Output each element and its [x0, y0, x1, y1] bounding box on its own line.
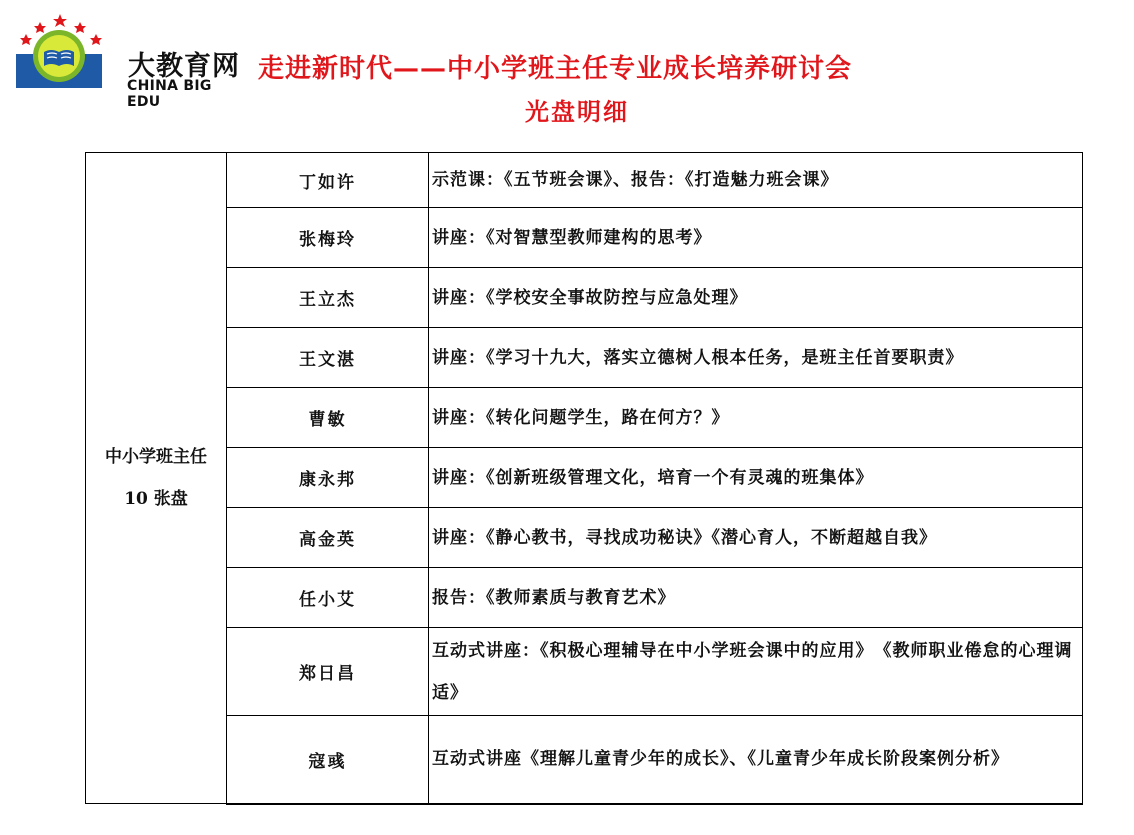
session-content: 示范课：《五节班会课》、报告：《打造魅力班会课》 [429, 153, 1083, 208]
table-row [86, 153, 1083, 208]
speaker-name: 高金英 [227, 508, 429, 568]
logo [14, 10, 246, 110]
table-row [86, 448, 1083, 508]
speaker-name: 曹敏 [227, 388, 429, 448]
table-row [86, 628, 1083, 716]
speaker-name: 王文湛 [227, 328, 429, 388]
table-row [86, 508, 1083, 568]
session-content: 互动式讲座《理解儿童青少年的成长》、《儿童青少年成长阶段案例分析》 [429, 716, 1083, 804]
session-content: 报告：《教师素质与教育艺术》 [429, 568, 1083, 628]
session-content: 讲座：《对智慧型教师建构的思考》 [429, 208, 1083, 268]
table-row [86, 328, 1083, 388]
table-row [86, 208, 1083, 268]
session-content: 讲座：《学习十九大，落实立德树人根本任务，是班主任首要职责》 [429, 328, 1083, 388]
table-row [86, 268, 1083, 328]
speaker-name: 康永邦 [227, 448, 429, 508]
category-cell [86, 153, 227, 804]
session-content: 讲座：《静心教书，寻找成功秘诀》《潜心育人，不断超越自我》 [429, 508, 1083, 568]
logo-name-en: CHINA BIG EDU [127, 78, 212, 110]
logo-name-cn: 大教育网 [128, 51, 240, 82]
page-title: 走进新时代——中小学班主任专业成长培养研讨会 [258, 54, 853, 84]
speaker-name: 任小艾 [227, 568, 429, 628]
disc-list-table [85, 152, 1083, 805]
logo-emblem-icon [14, 10, 110, 92]
category-count: 10 张盘 [124, 489, 188, 509]
table-row [86, 388, 1083, 448]
table-row [86, 716, 1083, 804]
speaker-name: 寇彧 [227, 716, 429, 804]
speaker-name: 王立杰 [227, 268, 429, 328]
speaker-name: 郑日昌 [227, 628, 429, 716]
category-label: 中小学班主任 [105, 447, 207, 467]
table-row [86, 568, 1083, 628]
session-content: 互动式讲座：《积极心理辅导在中小学班会课中的应用》 《教师职业倦怠的心理调适》 [429, 628, 1083, 716]
session-content: 讲座：《学校安全事故防控与应急处理》 [429, 268, 1083, 328]
speaker-name: 丁如许 [227, 153, 429, 208]
session-content: 讲座：《创新班级管理文化，培育一个有灵魂的班集体》 [429, 448, 1083, 508]
session-content: 讲座：《转化问题学生，路在何方？》 [429, 388, 1083, 448]
page-subtitle: 光盘明细 [525, 97, 629, 126]
speaker-name: 张梅玲 [227, 208, 429, 268]
